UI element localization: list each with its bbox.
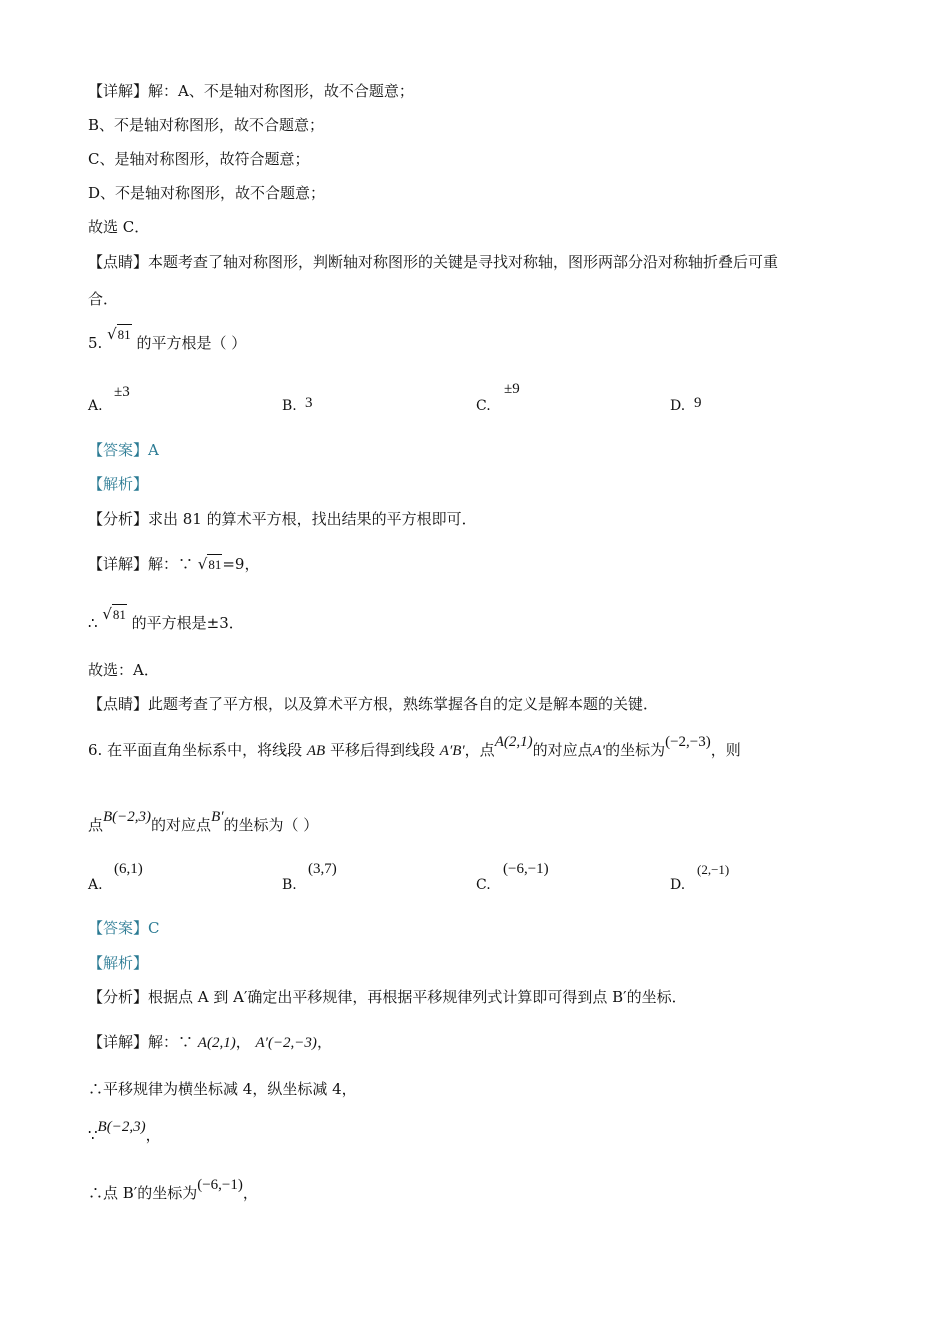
q6-line2-b: 的对应点 — [151, 816, 212, 834]
q6-answer: 【答案】C — [88, 919, 160, 937]
coord-a1: (−2,−3) — [665, 734, 711, 750]
point-b1: B′ — [211, 809, 224, 825]
q4-detail-line-3: C、是轴对称图形，故符合题意； — [88, 150, 310, 168]
q6-line2-c: 的坐标为（ ） — [223, 816, 319, 834]
radicand: 81 — [207, 554, 222, 575]
q6-option-a-label: A. — [88, 877, 103, 893]
q5-detail-eq: =9， — [222, 555, 260, 573]
q6-option-d-value: (2,−1) — [697, 862, 730, 877]
q5-therefore — [88, 605, 244, 634]
q6-option-d-label: D. — [670, 877, 686, 893]
q6-detail-sep: ， — [235, 1033, 251, 1051]
q6-stem-c: ，点 — [464, 741, 495, 759]
q5-option-c-value: ±9 — [504, 381, 520, 397]
q5-number: 5. — [88, 334, 103, 352]
q4-detail-line-4: D、不是轴对称图形，故不合题意； — [88, 184, 326, 202]
q6-detail-prefix: 【详解】解：∵ — [88, 1033, 194, 1051]
q6-option-c-label: C. — [476, 877, 491, 893]
q5-option-b-label: B. — [282, 398, 297, 414]
sqrt-81: √81 — [107, 325, 131, 343]
q5-analysis: 【分析】求出 81 的算术平方根，找出结果的平方根即可． — [88, 510, 477, 528]
q6-result-value: (−6,−1) — [197, 1177, 243, 1193]
detail-point-a1: A′(−2,−3) — [255, 1035, 317, 1051]
q6-analysis-tag: 【解析】 — [88, 954, 149, 972]
q6-result-end: ， — [242, 1184, 258, 1202]
q6-stem-d: 的对应点 — [532, 741, 593, 759]
q5-stem — [88, 325, 247, 354]
q6-stem-line-2 — [88, 809, 319, 836]
q5-analysis-tag: 【解析】 — [88, 475, 149, 493]
q6-stem-line-1 — [88, 734, 741, 761]
q4-choose: 故选 C． — [88, 218, 150, 236]
point-a: A(2,1) — [494, 734, 533, 750]
q6-option-c-value: (−6,−1) — [503, 861, 549, 877]
q4-detail-line-2: B、不是轴对称图形，故不合题意； — [88, 116, 325, 134]
segment-a1b1: A′B′ — [439, 743, 465, 759]
q6-analysis: 【分析】根据点 A 到 A′确定出平移规律，再根据平移规律列式计算即可得到点 B′的坐标． — [88, 988, 687, 1006]
q5-option-d-label: D. — [670, 398, 686, 414]
point-b: B(−2,3) — [103, 809, 152, 825]
q6-stem-a: 6. 在平面直角坐标系中，将线段 — [88, 741, 303, 759]
q5-option-c-label: C. — [476, 398, 491, 414]
therefore-symbol: ∴ — [88, 614, 98, 632]
point-a1: A′ — [592, 743, 606, 759]
q6-because-end: ， — [145, 1126, 161, 1144]
q5-detail — [88, 554, 259, 575]
q5-option-a-value: ±3 — [114, 384, 130, 400]
sqrt-81: √81 — [197, 555, 222, 573]
q6-stem-f: ，则 — [710, 741, 741, 759]
because-point-b: B(−2,3) — [97, 1119, 146, 1135]
q4-comment-2: 合． — [88, 290, 119, 308]
q6-result-prefix: ∴点 B′的坐标为 — [88, 1184, 198, 1202]
q4-detail-line-1: 【详解】解：A、不是轴对称图形，故不合题意； — [88, 82, 414, 100]
q5-answer: 【答案】A — [88, 441, 159, 459]
segment-ab: AB — [306, 743, 326, 759]
q6-stem-b: 平移后得到线段 — [329, 741, 435, 759]
q6-stem-e: 的坐标为 — [605, 741, 666, 759]
q6-option-a-value: (6,1) — [114, 861, 143, 877]
q5-comment: 【点睛】此题考查了平方根，以及算术平方根，熟练掌握各自的定义是解本题的关键． — [88, 695, 659, 713]
q5-stem-text: 的平方根是（ ） — [136, 334, 247, 352]
q6-detail-end: ， — [316, 1033, 332, 1051]
q6-option-b-label: B. — [282, 877, 297, 893]
q5-choose: 故选：A． — [88, 661, 159, 679]
detail-point-a: A(2,1) — [197, 1035, 236, 1051]
q5-option-b-value: 3 — [305, 395, 313, 411]
q6-because — [88, 1119, 161, 1146]
q5-therefore-text: 的平方根是±3． — [131, 614, 244, 632]
q6-result — [88, 1177, 258, 1204]
q4-comment-1: 【点睛】本题考查了轴对称图形，判断轴对称图形的关键是寻找对称轴，图形两部分沿对称轴折叠后可重 — [88, 253, 779, 271]
q5-option-a-label: A. — [88, 398, 103, 414]
q6-rule: ∴平移规律为横坐标减 4，纵坐标减 4， — [88, 1080, 357, 1098]
radicand: 81 — [112, 604, 127, 625]
radicand: 81 — [117, 324, 132, 345]
q6-option-b-value: (3,7) — [308, 861, 337, 877]
q5-detail-prefix: 【详解】解：∵ — [88, 555, 194, 573]
q6-line2-a: 点 — [88, 816, 104, 834]
sqrt-81: √81 — [102, 605, 126, 623]
q6-detail — [88, 1032, 332, 1053]
q5-option-d-value: 9 — [694, 395, 702, 411]
because-symbol: ∵ — [88, 1126, 98, 1144]
